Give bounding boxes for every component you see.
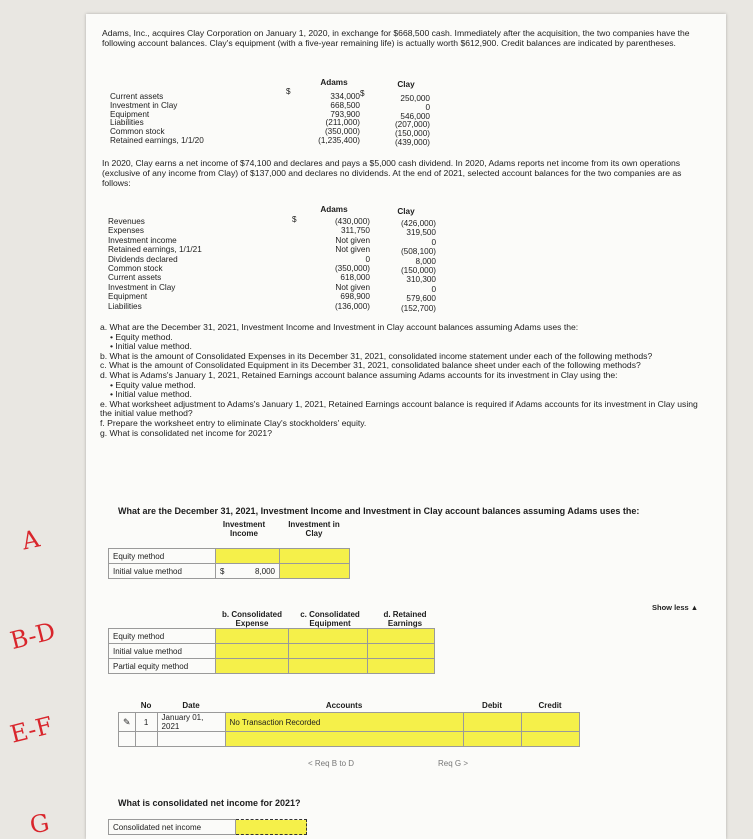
t1-dollar: $ — [286, 87, 291, 96]
equity-investment-input[interactable] — [280, 549, 350, 564]
journal-row — [119, 713, 580, 732]
answer-a-col-income: Investment Income — [222, 520, 266, 538]
question-a-2: • Initial value method. — [110, 341, 192, 352]
row-label: Equity method — [109, 629, 216, 644]
t2-row-label: Dividends declared — [108, 254, 178, 264]
table-row — [109, 549, 350, 564]
t1-row-label: Liabilities — [110, 118, 144, 128]
t1-row-adams: (211,000) — [325, 118, 360, 128]
t2-row-adams: 311,750 — [341, 226, 370, 236]
col-accounts: Accounts — [325, 700, 363, 710]
t1-col-adams: Adams — [320, 78, 348, 87]
t2-row-label: Equipment — [108, 292, 148, 302]
t2-row-adams: Not given — [335, 245, 370, 255]
initial-investment-input[interactable] — [280, 564, 350, 579]
question-e: e. What worksheet adjustment to Adams's January 1, 2021, Retained Earnings account balance is required if Adams accounts for its investment in Clay using the initial value method? — [100, 398, 698, 419]
t2-row-clay: 8,000 — [415, 256, 436, 266]
question-a-1: • Equity method. — [110, 331, 173, 342]
t2-row-label: Expenses — [108, 226, 144, 236]
answer-a-table — [108, 548, 350, 579]
col-credit: Credit — [538, 700, 562, 710]
t1-row-adams: (1,235,400) — [318, 136, 360, 145]
expense-input[interactable] — [216, 644, 289, 659]
t2-row-clay: 319,500 — [406, 228, 436, 238]
answer-g-prompt: What is consolidated net income for 2021? — [118, 798, 301, 808]
t2-row-label: Common stock — [108, 264, 163, 273]
handwritten-b-d: B-D — [7, 616, 59, 656]
answer-g-table — [108, 819, 307, 835]
t1-row-adams: 668,500 — [330, 100, 360, 110]
t2-row-clay: (150,000) — [400, 266, 436, 275]
journal-credit-input[interactable] — [521, 732, 579, 747]
question-a: a. What are the December 31, 2021, Investment Income and Investment in Clay account balances assuming Adams uses the: — [100, 322, 579, 332]
journal-debit-input[interactable] — [463, 713, 521, 732]
t1-col-clay: Clay — [397, 80, 415, 89]
t2-row-adams: (350,000) — [334, 264, 370, 273]
t1-row-clay: (439,000) — [394, 138, 430, 147]
question-g: g. What is consolidated net income for 2021? — [100, 427, 272, 438]
net-income-input[interactable] — [236, 820, 307, 835]
t2-row-adams: Not given — [335, 235, 370, 245]
table-row — [109, 644, 435, 659]
t2-row-clay: (426,000) — [400, 219, 436, 228]
table-row — [109, 564, 350, 579]
t2-row-adams: 0 — [365, 254, 370, 264]
col-debit: Debit — [482, 700, 503, 710]
handwritten-g: G — [27, 808, 52, 839]
t2-row-clay: 0 — [431, 237, 436, 247]
t2-row-label: Investment in Clay — [108, 282, 176, 292]
equipment-input[interactable] — [289, 644, 368, 659]
t1-row-label: Current assets — [110, 92, 164, 101]
question-f: f. Prepare the worksheet entry to eliminate Clay's stockholders' equity. — [100, 417, 367, 428]
t2-row-clay: (152,700) — [400, 303, 436, 313]
t1-row-clay: 250,000 — [400, 94, 430, 103]
t2-row-adams: (430,000) — [334, 217, 370, 226]
prev-button[interactable]: < Req B to D — [308, 759, 355, 768]
journal-debit-input[interactable] — [463, 732, 521, 747]
retained-earnings-input[interactable] — [368, 629, 435, 644]
t1-row-clay: 546,000 — [400, 111, 430, 121]
t1-row-adams: 793,900 — [330, 109, 360, 119]
t2-row-adams: Not given — [335, 282, 370, 292]
t2-row-label: Current assets — [108, 273, 162, 283]
t1-dollar-clay: $ — [360, 89, 365, 98]
table-row — [109, 659, 435, 674]
next-button[interactable]: Req G > — [438, 759, 469, 768]
t2-col-adams: Adams — [320, 205, 348, 214]
journal-credit-input[interactable] — [521, 713, 579, 732]
expense-input[interactable] — [216, 659, 289, 674]
t1-row-clay: (150,000) — [394, 129, 430, 139]
col-no: No — [140, 700, 152, 710]
expense-input[interactable] — [216, 629, 289, 644]
table-row — [109, 629, 435, 644]
problem-sheet — [86, 14, 726, 839]
t2-row-clay: (508,100) — [400, 247, 436, 257]
row-label: Equity method — [109, 549, 216, 564]
t2-row-clay: 579,600 — [406, 294, 436, 304]
journal-header-row — [119, 698, 580, 713]
journal-account[interactable]: No Transaction Recorded — [225, 713, 463, 732]
t2-dollar: $ — [292, 215, 297, 224]
table-row — [109, 820, 307, 835]
t1-row-label: Common stock — [110, 127, 165, 137]
question-d-1: • Equity value method. — [110, 379, 196, 390]
t1-row-label: Equipment — [110, 109, 150, 119]
row-label: Initial value method — [109, 644, 216, 659]
answer-bd-col-b: b. Consolidated Expense — [222, 610, 282, 628]
t2-col-clay: Clay — [397, 207, 415, 216]
t1-row-adams: (350,000) — [324, 127, 360, 137]
t2-row-label: Revenues — [108, 217, 145, 226]
journal-row — [119, 732, 580, 747]
question-d: d. What is Adams's January 1, 2021, Retained Earnings account balance assuming Adams accounts for its investment in Clay using the: — [100, 369, 618, 380]
answer-bd-col-d: d. Retained Earnings — [383, 610, 427, 628]
initial-income-input[interactable]: $ 8,000 — [216, 564, 280, 579]
handwritten-a: A — [19, 524, 43, 556]
t1-row-clay: 0 — [425, 102, 430, 112]
edit-pencil-icon[interactable]: ✎ — [119, 713, 136, 732]
t2-row-adams: 618,000 — [340, 273, 370, 283]
t1-row-adams: 334,000 — [330, 92, 360, 101]
t2-row-adams: 698,900 — [340, 292, 370, 302]
equipment-input[interactable] — [289, 659, 368, 674]
question-list — [100, 323, 700, 438]
answer-bd-table — [108, 628, 435, 674]
equity-income-input[interactable] — [216, 549, 280, 564]
t1-row-label: Retained earnings, 1/1/20 — [110, 136, 204, 145]
question-c: c. What is the amount of Consolidated Equipment in its December 31, 2021, consolidated balance sheet under each of the following methods? — [100, 360, 641, 371]
journal-entry-table — [118, 698, 580, 747]
t2-row-label: Retained earnings, 1/1/21 — [108, 245, 202, 255]
retained-earnings-input[interactable] — [368, 659, 435, 674]
question-b: b. What is the amount of Consolidated Expenses in its December 31, 2021, consolidated income statement under each of the following methods? — [100, 350, 653, 361]
t2-row-adams: (136,000) — [334, 301, 370, 311]
t2-row-label: Investment income — [108, 235, 177, 245]
answer-a-prompt: What are the December 31, 2021, Investment Income and Investment in Clay account balances assuming Adams uses the: — [118, 506, 640, 516]
intro-text: Adams, Inc., acquires Clay Corporation on January 1, 2020, in exchange for $668,500 cash. Immediately after the acquisition, the two companies have the following account balances. Clay's equipment (with a five-year remaining life) is actually worth $612,900. Credit balances are indicated by parentheses. — [102, 28, 690, 48]
col-date: Date — [182, 700, 200, 710]
show-less-toggle[interactable]: Show less ▲ — [652, 603, 699, 612]
t1-row-label: Investment in Clay — [110, 100, 178, 110]
t2-row-label: Liabilities — [108, 301, 142, 311]
t1-row-clay: (207,000) — [394, 120, 430, 130]
equipment-input[interactable] — [289, 629, 368, 644]
handwritten-e-f: E-F — [7, 711, 56, 749]
journal-date: January 01, 2021 — [157, 713, 225, 732]
year-2020-text: In 2020, Clay earns a net income of $74,100 and declares and pays a $5,000 cash dividend. In 2020, Adams reports net income from its own operations (exclusive of any income from Clay) of $137,000 and declares no dividends. At the end of 2021, selected account balances for the two companies are as follows: — [102, 158, 682, 188]
t2-row-clay: 310,300 — [406, 275, 436, 285]
net-income-label: Consolidated net income — [109, 820, 236, 835]
journal-account[interactable] — [225, 732, 463, 747]
row-label: Partial equity method — [109, 659, 216, 674]
answer-a-col-investment: Investment in Clay — [288, 520, 340, 538]
journal-no: 1 — [135, 713, 157, 732]
t2-row-clay: 0 — [431, 284, 436, 294]
answer-bd-col-c: c. Consolidated Equipment — [300, 610, 360, 628]
retained-earnings-input[interactable] — [368, 644, 435, 659]
question-d-2: • Initial value method. — [110, 389, 192, 400]
row-label: Initial value method — [109, 564, 216, 579]
